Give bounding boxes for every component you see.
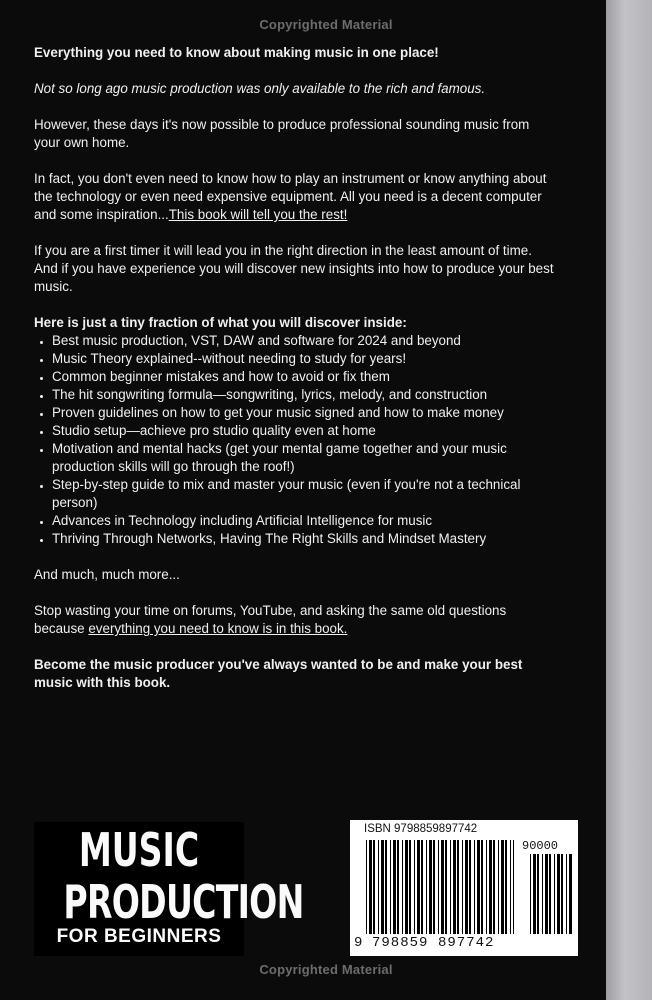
feature-list	[34, 332, 554, 548]
isbn-barcode	[350, 820, 578, 956]
barcode-bar	[381, 840, 384, 934]
barcode-bar	[566, 854, 567, 934]
list-item: • Motivation and mental hacks (get your mental game together and your music production skills will go through the roof!)	[52, 440, 554, 476]
barcode-bar	[369, 840, 372, 934]
barcode-bar	[530, 854, 531, 934]
barcode-bar	[373, 840, 375, 934]
barcode-bar	[498, 840, 499, 934]
list-item: • Common beginner mistakes and how to avoid or fix them	[52, 368, 554, 386]
list-item: • Step-by-step guide to mix and master your music (even if you're not a technical person)	[52, 476, 554, 512]
page-edge	[606, 0, 652, 1000]
watermark-top: Copyrighted Material	[259, 17, 393, 32]
italic-intro: Not so long ago music production was only available to the rich and famous.	[34, 81, 486, 96]
logo-production: PRODUCTION	[63, 875, 304, 929]
barcode-bar	[542, 854, 543, 934]
barcode-bar	[486, 840, 487, 934]
list-item: • Studio setup—achieve pro studio quality even at home	[52, 422, 554, 440]
everything-in-book-link: everything you need to know is in this book.	[88, 621, 348, 636]
barcode-bar	[549, 854, 551, 934]
barcode-bar	[405, 840, 408, 934]
paragraph-no-instrument-text: In fact, you don't even need to know how to play an instrument or know anything about the technology or even need expensive equipment. All you need is a decent computer and some inspiration...	[34, 171, 547, 222]
list-item: • Proven guidelines on how to get your music signed and how to make money	[52, 404, 554, 422]
barcode-bar	[510, 840, 511, 934]
barcode-bar	[393, 840, 396, 934]
experience-line: And if you have experience you will discover new insights into how to produce your best music.	[34, 261, 554, 294]
barcode-bar	[397, 840, 399, 934]
barcode-bar	[414, 840, 415, 934]
price-code: 90000	[522, 839, 559, 853]
barcode-bar	[493, 840, 495, 934]
barcode-bar	[569, 854, 572, 934]
list-item: • Thriving Through Networks, Having The Right Skills and Mindset Mastery	[52, 530, 554, 548]
paragraph-no-instrument	[34, 170, 554, 224]
list-item: • Music Theory explained--without needing to study for years!	[52, 350, 554, 368]
list-heading: Here is just a tiny fraction of what you will discover inside:	[34, 315, 407, 330]
barcode-bar	[421, 840, 423, 934]
paragraph-first-timer	[34, 242, 554, 296]
barcode-bar	[409, 840, 411, 934]
barcode-bar	[481, 840, 483, 934]
closing-statement: Become the music producer you've always wanted to be and make your best music with this book.	[34, 657, 523, 690]
barcode-bar	[445, 840, 447, 934]
barcode-bar	[545, 854, 548, 934]
list-item: • The hit songwriting formula—songwriting, lyrics, melody, and construction	[52, 386, 554, 404]
barcode-bar	[450, 840, 451, 934]
barcode-bar	[438, 840, 439, 934]
barcode-bar	[513, 840, 514, 934]
barcode-bar	[433, 840, 435, 934]
list-item: • Best music production, VST, DAW and software for 2024 and beyond	[52, 332, 554, 350]
barcode-bar	[390, 840, 391, 934]
list-item: • Advances in Technology including Artificial Intelligence for music	[52, 512, 554, 530]
isbn-label: ISBN 9798859897742	[364, 823, 478, 835]
headline: Everything you need to know about making music in one place!	[34, 45, 439, 60]
barcode-bar	[474, 840, 475, 934]
barcode-bar	[554, 854, 555, 934]
barcode-bar	[561, 854, 563, 934]
barcode-bar	[385, 840, 387, 934]
much-more: And much, much more...	[34, 567, 180, 582]
logo-for-beginners: FOR BEGINNERS	[56, 926, 222, 947]
barcode-bar	[462, 840, 463, 934]
barcode-bar	[505, 840, 507, 934]
book-logo	[34, 822, 304, 956]
barcode-bar	[417, 840, 420, 934]
paragraph-stop-wasting	[34, 602, 554, 638]
barcode-bar	[457, 840, 459, 934]
first-timer-line: If you are a first timer it will lead you in the right direction in the least amount of time.	[34, 243, 532, 258]
blurb	[34, 44, 554, 710]
barcode-bar	[453, 840, 456, 934]
barcode-bar	[441, 840, 444, 934]
barcode-bar	[537, 854, 539, 934]
barcode-bar	[501, 840, 504, 934]
watermark-bottom: Copyrighted Material	[259, 962, 393, 977]
barcode-bar	[378, 840, 379, 934]
barcode-bar	[469, 840, 471, 934]
barcode-digit-first: 9	[354, 935, 364, 951]
barcode-bar	[429, 840, 432, 934]
barcode-bar	[557, 854, 560, 934]
barcode-bar	[477, 840, 480, 934]
paragraph-home-production: However, these days it's now possible to produce professional sounding music from your own home.	[34, 117, 530, 150]
barcode-bar	[426, 840, 427, 934]
book-tells-rest-link: This book will tell you the rest!	[168, 207, 348, 222]
barcode-bar	[465, 840, 468, 934]
barcode-bar	[366, 840, 367, 934]
barcode-bar	[402, 840, 403, 934]
stop-wasting-text: Stop wasting your time on forums, YouTube, and asking the same old questions because	[34, 603, 507, 636]
barcode-digit-group1: 798859	[372, 935, 429, 951]
logo-music: MUSIC	[78, 823, 200, 877]
barcode-bar	[533, 854, 536, 934]
barcode-digit-group2: 897742	[438, 935, 495, 951]
barcode-bar	[489, 840, 492, 934]
